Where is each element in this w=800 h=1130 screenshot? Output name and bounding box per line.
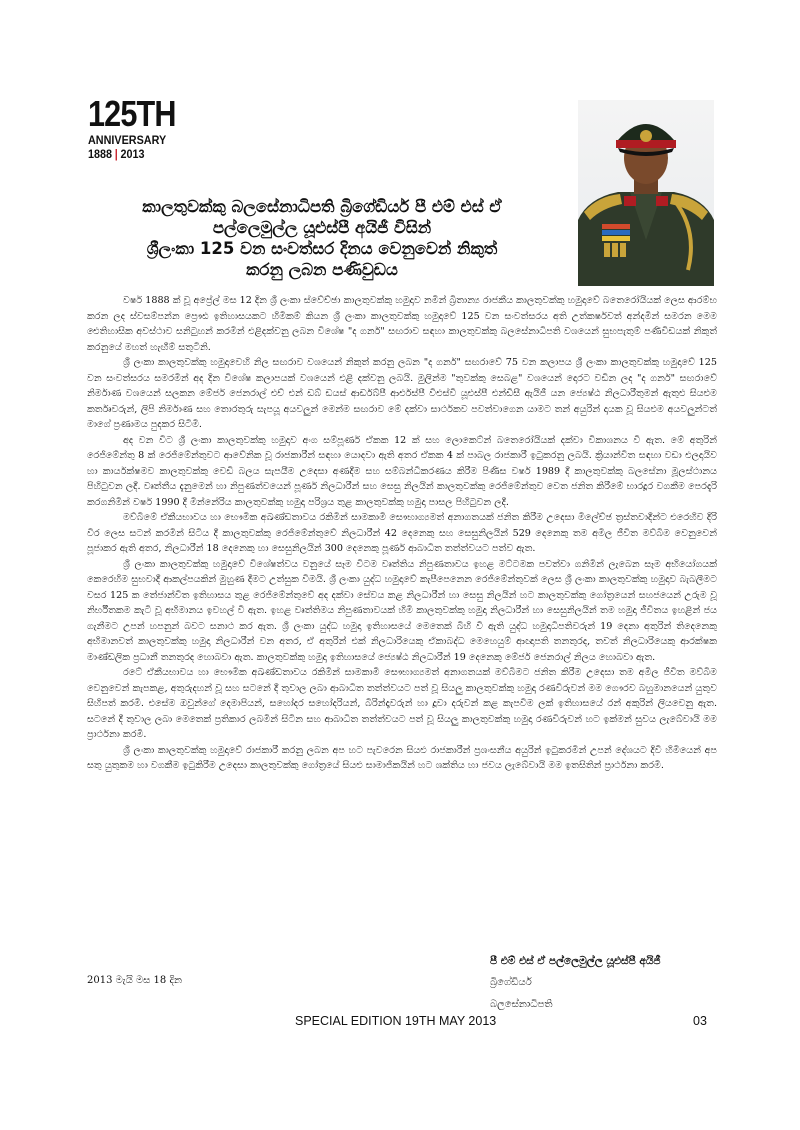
title-line: ශ්‍රීලංකා 125 වන සංවත්සර දිනය වෙනුවෙන් නිකුත්: [146, 239, 498, 258]
officer-portrait-illustration: [578, 100, 714, 286]
paragraph: ශ්‍රී ලංකා කාලතුවක්කු හමුදාවේ රාජකාරී කරනු ලබන අප හට පැවරෙන සියළු රාජකාරීන් ප්‍රශංසනීය අයුරින් ඉටුකරමින් උපන් දේශයට දිවි හිමියෙන් අප සතු යුතුකම හා වගකීම ඉටුකිරීම උදෙසා කාලතුවක්කු ගෝත්‍රයේ සියළු සාමාජිකයින් හට ශක්තිය හා ජවය ලැබේවායි මම ඉතසිතින් ප්‍රාර්ථනා කරමි.: [87, 744, 717, 771]
title-line: කරනු ලබන පණිවුඩය: [246, 260, 398, 279]
page-number: 03: [693, 1014, 707, 1028]
anniversary-logo: [88, 93, 228, 161]
paragraph: ශ්‍රී ලංකා කාලතුවක්කු හමුදාවෙහි නිල සඟරාව වශයෙන් නිකුත් කරනු ලබන "ද ගනර්" සඟරාවේ 75 වන කලාපය ශ්‍රී ලංකා කාලතුවක්කු හමුදාවේ 125 වන සංවත්සරය සමරමින් අද දින විශේෂ කලාපයක් වශයෙන් එළි දක්වනු ලබයි. මුලින්ම "තුවක්කු සෙබළ" වශයෙන් දොරට වඩින ලද "ද ගනර්" සඟරාවේ නිර්මාණ වශයෙන් සලකන මේජර් ජෙනරාල් එච් එන් ඩබ් ඩයස් ආර්ඩබ්පී ආර්එස්පී වීඑස්වී යූඑස්පී එන්ඩීසී ඇයිජී යන ජ්‍යෙෂ්ඨ නිලධාරීතුමන් ඇතුළු සියළුම කර්තෘවරුන්, ලිපි නිර්මාණ සහ තොරතුරු සැපයූ අයවලුන් මෙන්ම සඟරාව මේ දක්වා සාර්ථකව පවත්වාගෙන යාමට තන් අයුරින් දායක වූ සියළුම අයවලුන්ටත් මාගේ ප්‍රණාමය පුදකර සිටිමි.: [87, 357, 717, 430]
signatory-rank: බ්‍රිගේඩියර්: [490, 977, 532, 988]
message-title: [72, 196, 572, 280]
paragraph: අද වන විට ශ්‍රී ලංකා කාලතුවක්කු හමුදාව අංග සම්පූර්ණ ඒකක 12 ක් සහ ලොකෙට්න් බතෙරෝයියක් දක්වා විකාශනය වී ඇත. මේ අතුරින් රෙජිමේන්තු 8 ක් රෙජිමේන්තුවට ආවේනික වූ රාජකාරීන් සඳහා යොදවා ඇති අතර ඒකක 4 ක් පාබල රාජකාරී ඉටුකරනු ලබයි. ක්‍රියාන්විත සඳහා වඩා එලදායිව හා කාර්යක්ෂමව කාලතුවක්කු වෙඩි බලය සැපයීම උදෙසා අණදීම සහ සම්බන්ධීකරණය කිරීම පිණිස වර්ෂ 1989 දී කාලතුවක්කු බලසේනා මූලස්ථානය පිහිටුවන ලදී. වෘත්තීය දැනුමෙන් හා නිපුණත්වයෙන් පූර්ණ නිලධාරීන් සහ සෙසු නිලයින් කාලතුවක්කු රෙජිමේන්තුව වෙත ජනිත කිරීමේ භාරදූර වගකීම පෙරදැරි කරගනිමින් වර්ෂ 1990 දී මින්නේරිය කාලතුවක්කු හමුදා පරිශ්‍රය තුළ කාලතුවක්කු හමුදා පාසල පිහිටුවන ලදී.: [87, 434, 717, 508]
paragraph: ශ්‍රී ලංකා කාලතුවක්කු හමුදාවේ විශේෂත්වය වනුයේ සෑම විටම වෘත්තිය නිපුණතාවය ඉහළ මට්ටමක පවත්වා ගනිමින් ලැබෙන සෑම අභියෝගයක් කෙරෙහිම සුභවාදී ආකල්පයකින් මුහුණ දීමට උත්සුක වීමයි. ශ්‍රී ලංකා යුද්ධ හමුදාවේ කැපීපෙනෙන රෙජිමේන්තුවක් ලෙස ශ්‍රී ලංකා කාලතුවක්කු හමුදාව බැබලීමට වසර 125 ක තේජාන්විත ඉතිහාසය තුළ රෙජිමේන්තුවේ අද දක්වා සේවය කළ නිලධාරීන් හා සෙසු නිලයින් හට කාලතුවක්කු ගෝත්‍රයෙන් සහජයෙන් උරුම වූ නිර්භීතකම කැටි වූ අභිමානය ඉවහල් වී ඇත. ඉහළ වෘත්තිමය නිපුණතාවයක් හිමි කාලතුවක්කු හමුදා නිලධාරීන් හා සෙසුනිලයින් තම හමුදා ජීවිතය ඉහළින් ජය ගැනීමට උපන් හපනුන් බවට සනාථ කර ඇත. ශ්‍රී ලංකා යුද්ධ හමුදා ඉතිහාසයේ මෙතෙක් බිහි වී ඇති යුද්ධ හමුදාධිපතිවරුන් 19 දෙනා අතුරින් තිදෙනෙකු අභිමානවත් කාලතුවක්කු හමුදා නිලධාරීන් වන අතර, ඒ අතුරින් එක් නිලධාරියෙකු ඒකාබද්ධ මෙහෙයුම් ආඥාපති තනතුරද, තවත් නිලධාරියෙකු ආරක්ෂක මාණ්ඩලික ප්‍රධානී තනතුරද හොබවා ඇත. කාලතුවක්කු හමුදා ඉතිහාසයේ ජ්‍යෙෂ්ඨ නිලධාරීන් 19 දෙනෙකු මේජර් ජෙනරාල් නිලය හොබවා ඇත.: [87, 558, 717, 663]
anniversary-word: ANNIVERSARY: [88, 133, 167, 147]
paragraph: රටේ ඒකීයභාවය හා භෞමික අඛණ්ඩතාවය රකිමින් සාමකාමී සෞභාග්‍යමත් අනාගතයක් මව්බිමට ජනිත කිරීම උදෙසා තම අමිල ජීවිත මව්බිම වෙනුවෙන් කැපකළ, අතුරුදහන් වූ සහ සටනේ දී තුවාල ලබා ආබාධිත තත්ත්වයට පත් වූ සියලු කාලතුවක්කු හමුදා රණවිරුවන් මම ගෞරව බහුමානයෙන් යුතුව සිහිපත් කරමි. එසේම ඔවුන්ගේ දෙමාපියන්, සහෝදර සහෝදරියන්, බිරින්දෑවරුන් හා දූවා දරුවන් කළ කැපවීම ලක් ඉතිහාසයේ රන් අකුරින් ලියවෙනු ඇත. සටනේ දී තුවාල ලබා මෙතෙක් ප්‍රතිකාර ලබමින් සිටින සහ ආබාධිත තත්ත්වයට පත් වූ සියලු කාලතුවක්කු හමුදා රණවිරුවන් හට ඉක්මන් සුවය ලැබේවායි මම ප්‍රාර්ථනා කරමි.: [87, 667, 717, 740]
title-line: කාලතුවක්කු බලසේනාධිපති බ්‍රිගේඩියර් පී එම් එස් ඒ: [142, 197, 502, 216]
paragraph: මව්බිමේ ඒකීයභාවය හා භෞමික අඛණ්ඩතාවය රකිමින් සාමකාමී සෞභාග්‍යමත් අනාගතයක් ජනිත කිරීම උදෙසා මිලේච්ඡ ත්‍රස්තවාදීන්ට එරෙහිව දිරි වීර ලෙස සටන් කරමින් සිටිය දී කාලතුවක්කු රෙජිමේන්තුවේ නිලධාරීන් 42 දෙනෙකු සහ සෙසුනිලයින් 529 දෙනෙකු තම අමිල ජීවිත මව්බිම වෙනුවෙන් පූජාකර ඇති අතර, නිලධාරීන් 18 දෙනෙකු හා සෙසුනිලයින් 300 දෙනෙකු පූර්ණ ආබාධිත තත්ත්වයට පත්ව ඇත.: [87, 512, 717, 554]
message-body: [87, 293, 717, 774]
message-date: 2013 මැයි මස 18 දින: [87, 975, 182, 986]
title-line: පල්ලෙමුල්ල යූඑස්පී අයිජී විසින්: [212, 218, 432, 237]
anniversary-years: [88, 148, 214, 160]
signatory-name: පී එම් එස් ඒ පල්ලෙමුල්ල යූඑස්පී අයිජී: [490, 955, 661, 967]
officer-portrait: [578, 100, 714, 286]
paragraph: වර්ෂ 1888 ක් වූ අප්‍රේල් මස 12 දින ශ්‍රී ලංකා ස්වේච්ඡා කාලතුවක්කු හමුදාව නමින් බ්‍රිතාන්‍ය රාජකීය කාලතුවක්කු හමුදාවේ බතෙරෝයියක් ලෙස ආරම්භ කරන ලද ස්වසම්පන්න ප්‍රෞඪ ඉතිහාසයකට හිමිකම් කියන ශ්‍රී ලංකා කාලතුවක්කු හමුදාවේ 125 වන සංවත්සරය අති උත්කර්ෂවත් අන්දමින් සමරන මෙම ඓතිහාසික අවස්ථාව සනිටුහන් කරමින් එළිදක්වනු ලබන විශේෂ "ද ගනර්" සඟරාව සඳහා කාලතුවක්කු බලසේනාධිපති වශයෙන් සුභපැතුම් පණිවිඩයක් නිකුත් කරනුයේ මහත් හැඟීම් සතුටිනි.: [87, 295, 717, 353]
signatory-position: බලසේනාධිපති: [490, 999, 553, 1010]
signature-block: [490, 950, 740, 1016]
edition-label: SPECIAL EDITION 19TH MAY 2013: [295, 1014, 497, 1028]
year-start: 1888: [88, 147, 113, 161]
year-separator: |: [114, 147, 118, 161]
year-end: 2013: [120, 147, 145, 161]
anniversary-number: 125TH: [88, 93, 176, 134]
